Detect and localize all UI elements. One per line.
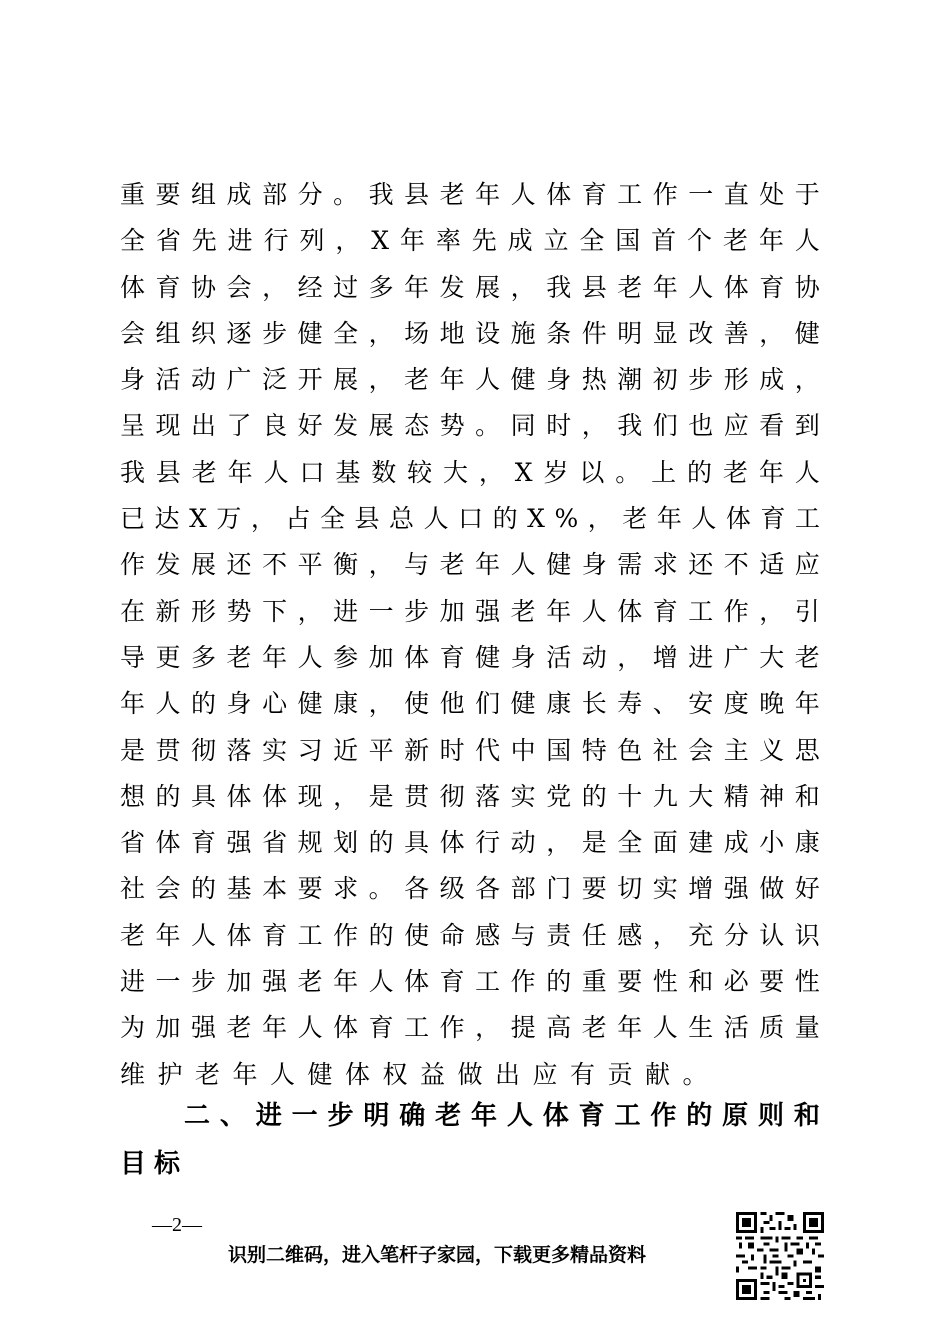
paragraph-line: 社 会 的 基 本 要 求 。 各 级 各 部 门 要 切 实 增 强 做 好	[120, 874, 820, 904]
paragraph-line: 呈 现 出 了 良 好 发 展 态 势 。 同 时 ， 我 们 也 应 看 到	[120, 411, 820, 441]
paragraph-line: 会 组 织 逐 步 健 全 ， 场 地 设 施 条 件 明 显 改 善 ， 健	[120, 318, 820, 348]
paragraph-line: 年 人 的 身 心 健 康 ， 使 他 们 健 康 长 寿 、 安 度 晚 年	[120, 689, 820, 719]
paragraph-line: 我 县 老 年 人 口 基 数 较 大 ， X 岁 以 。 上 的 老 年 人	[120, 457, 820, 487]
paragraph-line: 为 加 强 老 年 人 体 育 工 作 ， 提 高 老 年 人 生 活 质 量	[120, 1013, 820, 1043]
paragraph-line: 是 贯 彻 落 实 习 近 平 新 时 代 中 国 特 色 社 会 主 义 思	[120, 735, 820, 765]
paragraph-line: 身 活 动 广 泛 开 展 ， 老 年 人 健 身 热 潮 初 步 形 成 ，	[120, 365, 820, 395]
paragraph-line: 已 达 X 万 ， 占 全 县 总 人 口 的 X % ， 老 年 人 体 育 工	[120, 504, 820, 534]
paragraph-line: 想 的 具 体 体 现 ， 是 贯 彻 落 实 党 的 十 九 大 精 神 和	[120, 781, 820, 811]
paragraph-line: 导 更 多 老 年 人 参 加 体 育 健 身 活 动 ， 增 进 广 大 老	[120, 642, 820, 672]
paragraph-line: 省 体 育 强 省 规 划 的 具 体 行 动 ， 是 全 面 建 成 小 康	[120, 828, 820, 858]
body-paragraph	[120, 172, 820, 1098]
section-heading-line: 目标	[120, 1149, 189, 1179]
section-heading	[120, 1092, 820, 1188]
paragraph-line: 维护老年人健体权益做出应有贡献。	[120, 1059, 721, 1089]
paragraph-line: 全 省 先 进 行 列 ， X 年 率 先 成 立 全 国 首 个 老 年 人	[120, 226, 820, 256]
paragraph-line: 重 要 组 成 部 分 。 我 县 老 年 人 体 育 工 作 一 直 处 于	[120, 180, 820, 209]
paragraph-line: 作 发 展 还 不 平 衡 ， 与 老 年 人 健 身 需 求 还 不 适 应	[120, 550, 820, 580]
footer-note: 识别二维码，进入笔杆子家园，下载更多精品资料	[228, 1244, 647, 1266]
qr-code-icon[interactable]	[736, 1212, 824, 1300]
page-number: —2—	[152, 1214, 202, 1236]
paragraph-line: 在 新 形 势 下 ， 进 一 步 加 强 老 年 人 体 育 工 作 ， 引	[120, 596, 820, 626]
section-heading-line: 二 、 进 一 步 明 确 老 年 人 体 育 工 作 的 原 则 和	[184, 1101, 820, 1131]
paragraph-line: 老 年 人 体 育 工 作 的 使 命 感 与 责 任 感 ， 充 分 认 识	[120, 920, 820, 950]
paragraph-line: 体 育 协 会 ， 经 过 多 年 发 展 ， 我 县 老 年 人 体 育 协	[120, 272, 820, 302]
paragraph-line: 进 一 步 加 强 老 年 人 体 育 工 作 的 重 要 性 和 必 要 性	[120, 967, 820, 997]
